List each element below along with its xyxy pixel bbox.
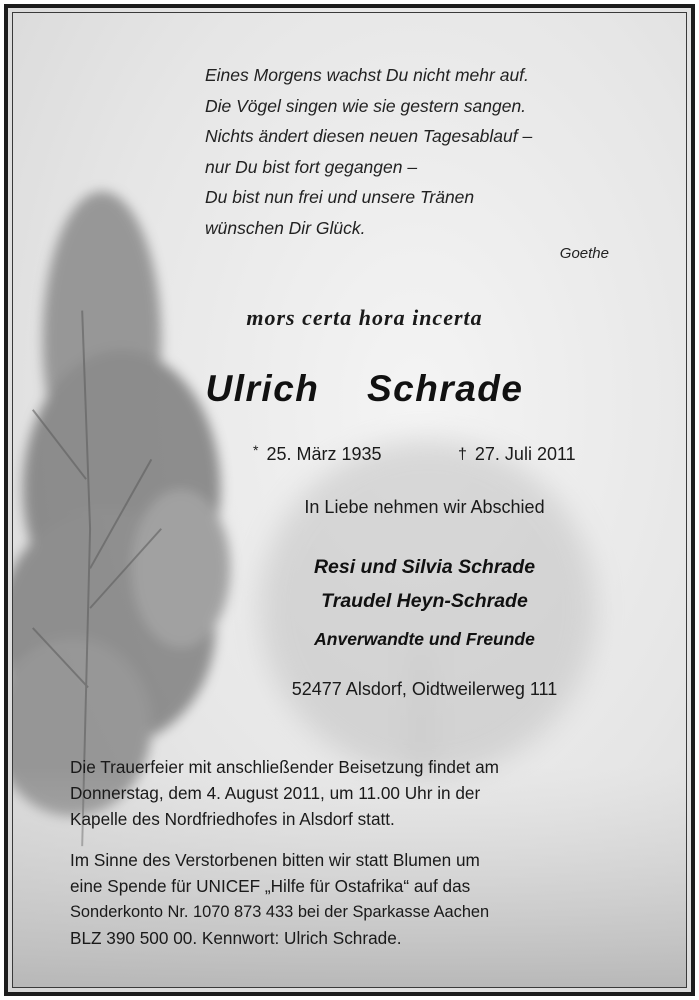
mourners xyxy=(13,550,686,618)
death-date-group xyxy=(458,444,576,465)
address: 52477 Alsdorf, Oidtweilerweg 111 xyxy=(291,679,558,699)
birth-star-icon: * xyxy=(253,442,259,458)
notice-line: Im Sinne des Verstorbenen bitten wir statt Blumen um xyxy=(70,850,480,870)
notice-line: Sonderkonto Nr. 1070 873 433 bei der Sparkasse Aachen xyxy=(70,903,490,921)
mourner-name: Traudel Heyn-Schrade xyxy=(321,590,528,612)
cross-icon: † xyxy=(458,446,467,463)
relatives-line: Anverwandte und Freunde xyxy=(314,629,535,649)
poem xyxy=(205,60,625,243)
poem-line: wünschen Dir Glück. xyxy=(205,217,366,238)
birth-date-group xyxy=(253,444,382,465)
notice-line: eine Spende für UNICEF „Hilfe für Ostafrika“ auf das xyxy=(70,876,471,896)
death-date: 27. Juli 2011 xyxy=(474,444,576,464)
poem-author: Goethe xyxy=(559,245,609,262)
poem-line: Eines Morgens wachst Du nicht mehr auf. xyxy=(205,65,529,85)
poem-line: Die Vögel singen wie sie gestern sangen. xyxy=(205,95,527,116)
deceased-name: Ulrich Schrade xyxy=(205,368,524,409)
poem-line: Nichts ändert diesen neuen Tagesablauf – xyxy=(205,126,533,146)
poem-line: nur Du bist fort gegangen – xyxy=(205,156,418,177)
notice-line: BLZ 390 500 00. Kennwort: Ulrich Schrade. xyxy=(70,928,402,948)
obituary-frame xyxy=(4,4,695,996)
notice-line: Donnerstag, dem 4. August 2011, um 11.00 Uhr in der xyxy=(70,783,481,803)
farewell-line: In Liebe nehmen wir Abschied xyxy=(304,497,545,517)
donation-notice xyxy=(70,847,650,951)
latin-motto: mors certa hora incerta xyxy=(246,305,483,330)
notice-line: Kapelle des Nordfriedhofes in Alsdorf statt. xyxy=(70,809,395,829)
funeral-notice xyxy=(70,754,650,832)
mourner-name: Resi und Silvia Schrade xyxy=(313,556,536,578)
obituary-inner-border xyxy=(12,12,687,988)
notice-line: Die Trauerfeier mit anschließender Beisetzung findet am xyxy=(70,757,499,777)
birth-date: 25. März 1935 xyxy=(266,444,382,464)
poem-line: Du bist nun frei und unsere Tränen xyxy=(205,187,475,207)
